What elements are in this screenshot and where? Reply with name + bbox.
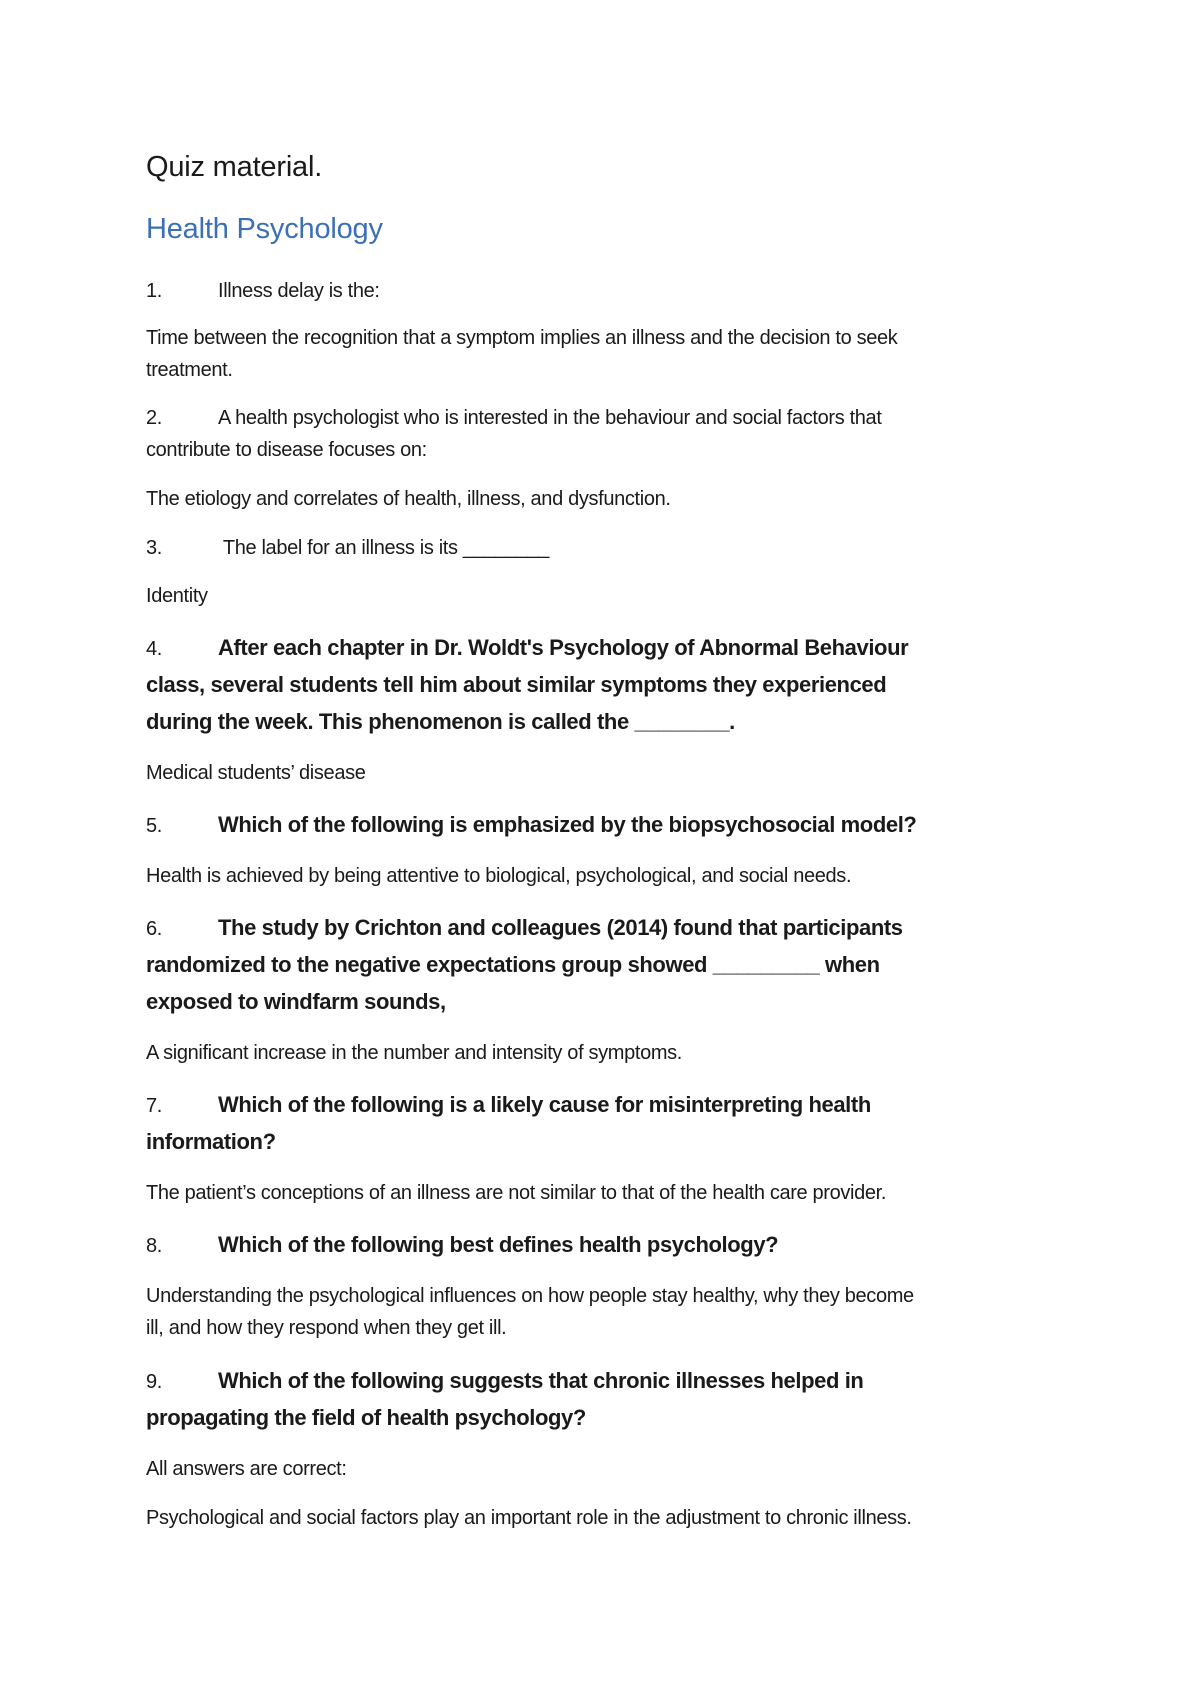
question-4 [146,629,908,668]
question-text: Which of the following suggests that chronic illnesses helped in [218,1368,864,1393]
question-6-line-3: exposed to windfarm sounds, [146,989,446,1014]
answer-6: A significant increase in the number and intensity of symptoms. [146,1042,683,1064]
answer-1-line-1: Time between the recognition that a symptom implies an illness and the decision to seek [146,327,898,349]
question-9-line-2: propagating the field of health psychology? [146,1405,586,1430]
question-text: The study by Crichton and colleagues (2014) found that participants [218,915,903,940]
answer-8-line-2: ill, and how they respond when they get ill. [146,1317,507,1339]
question-number: 4. [146,638,162,660]
question-8 [146,1226,778,1265]
question-6-line-2: randomized to the negative expectations group showed _________ when [146,952,880,977]
question-2 [146,402,882,434]
section-heading: Health Psychology [146,213,383,245]
question-number: 5. [146,815,162,837]
question-2-line-2: contribute to disease focuses on: [146,439,427,461]
question-text: A health psychologist who is interested in the behaviour and social factors that [218,407,882,429]
answer-4: Medical students’ disease [146,762,366,784]
answer-8-line-1: Understanding the psychological influences on how people stay healthy, why they become [146,1285,914,1307]
question-text: Which of the following is a likely cause for misinterpreting health [218,1092,871,1117]
question-number: 6. [146,918,162,940]
question-7 [146,1086,871,1125]
question-number: 3. [146,537,162,559]
question-text: The label for an illness is its ________ [218,537,550,559]
question-3 [146,532,549,564]
answer-3: Identity [146,585,208,607]
question-text: Which of the following best defines health psychology? [218,1232,779,1257]
answer-7: The patient’s conceptions of an illness are not similar to that of the health care provider. [146,1182,887,1204]
question-number: 1. [146,280,162,302]
question-number: 2. [146,407,162,429]
question-4-line-2: class, several students tell him about similar symptoms they experienced [146,672,887,697]
question-number: 7. [146,1095,162,1117]
question-4-line-3: during the week. This phenomenon is called the ________. [146,709,735,734]
question-1 [146,275,380,307]
question-text: After each chapter in Dr. Woldt's Psychology of Abnormal Behaviour [218,635,909,660]
question-text: Which of the following is emphasized by the biopsychosocial model? [218,812,917,837]
question-text: Illness delay is the: [218,280,380,302]
answer-9-detail: Psychological and social factors play an important role in the adjustment to chronic illness. [146,1507,912,1529]
question-9 [146,1362,863,1401]
question-number: 8. [146,1235,162,1257]
question-7-line-2: information? [146,1129,276,1154]
question-5 [146,806,916,845]
document-title: Quiz material. [146,151,323,183]
answer-9: All answers are correct: [146,1458,347,1480]
answer-2: The etiology and correlates of health, illness, and dysfunction. [146,488,671,510]
answer-5: Health is achieved by being attentive to biological, psychological, and social needs. [146,865,852,887]
question-number: 9. [146,1371,162,1393]
question-6 [146,909,903,948]
answer-1-line-2: treatment. [146,359,233,381]
